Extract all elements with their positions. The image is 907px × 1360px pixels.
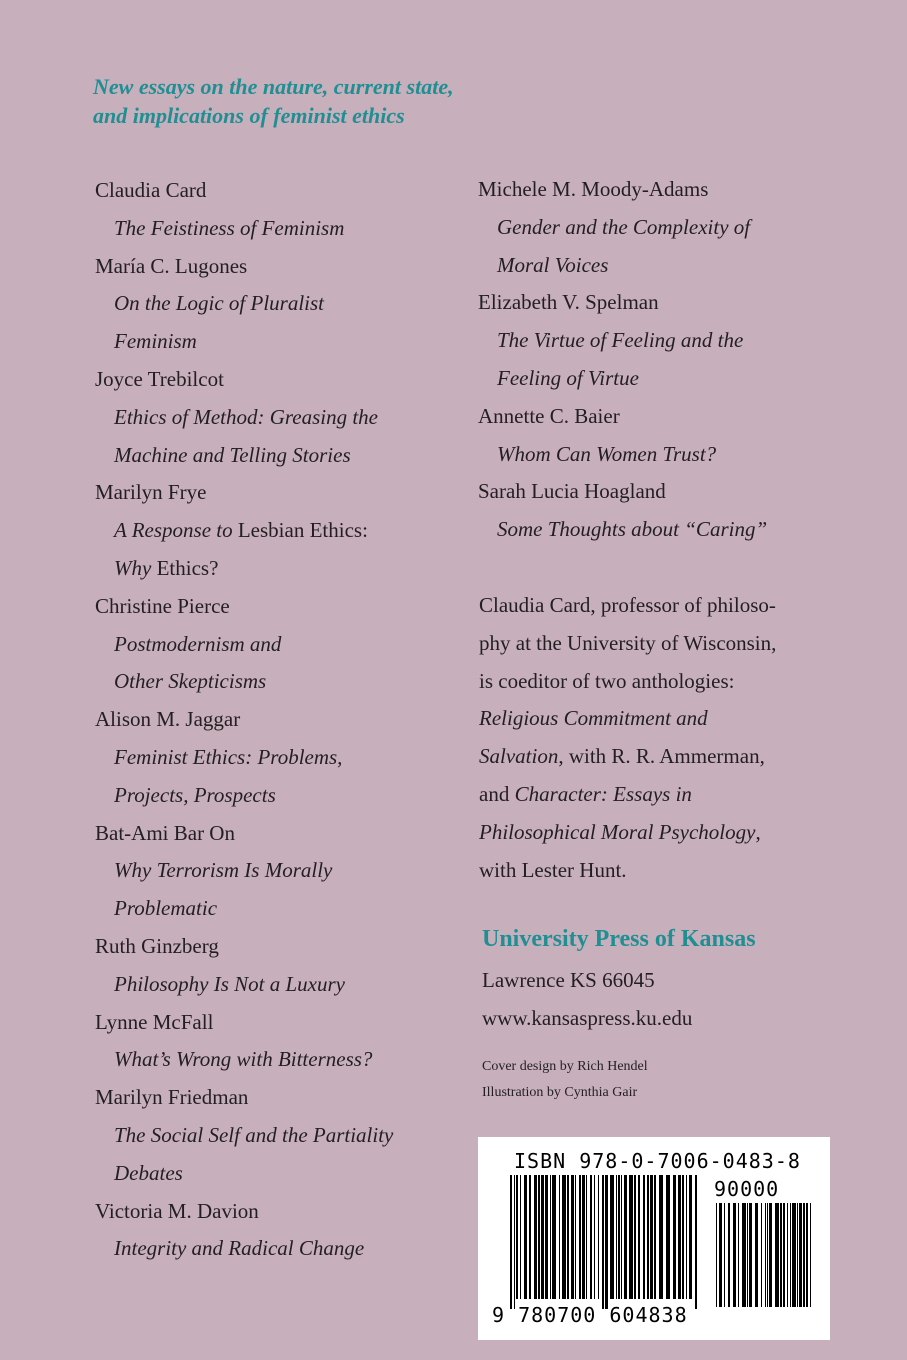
book-title: Salvation <box>479 744 559 769</box>
barcode-bar <box>666 1175 670 1299</box>
essay-author: Bat-Ami Bar On <box>95 820 235 845</box>
essay-title: Machine and Telling Stories <box>114 442 351 467</box>
essay-author: Claudia Card <box>95 178 207 202</box>
essay-author: Joyce Trebilcot <box>95 366 224 391</box>
bio-line: phy at the University of Wisconsin, <box>479 630 777 655</box>
essay-author: Marilyn Friedman <box>95 1085 249 1110</box>
book-title: Religious Commitment and <box>479 706 708 731</box>
barcode-bar <box>562 1175 566 1299</box>
publisher-name: University Press of Kansas <box>482 926 756 952</box>
essay-title: Feeling of Virtue <box>497 365 639 390</box>
contents-entry <box>95 1004 455 1080</box>
essay-title: Postmodernism and <box>114 631 282 656</box>
essay-author: Sarah Lucia Hoagland <box>478 479 666 504</box>
barcode-bar <box>719 1203 722 1307</box>
barcode-bar <box>552 1175 556 1299</box>
contents-entry <box>478 473 838 549</box>
editor-bio <box>479 587 839 889</box>
barcode-bar <box>610 1175 614 1299</box>
contents-left-column <box>95 172 455 1268</box>
essay-title: Projects, Prospects <box>114 782 276 807</box>
barcode-bar <box>524 1175 527 1299</box>
barcode-bar <box>594 1175 595 1299</box>
illustration-credit: Illustration by Cynthia Gair <box>482 1085 638 1100</box>
barcode-bar <box>516 1175 518 1299</box>
barcode-bar <box>545 1175 548 1299</box>
bio-line <box>479 814 839 852</box>
barcode-bar <box>650 1175 653 1299</box>
barcode-bar <box>624 1175 627 1299</box>
contents-entry <box>95 248 455 361</box>
essay-author: Marilyn Frye <box>95 480 207 505</box>
barcode-bar <box>792 1203 796 1307</box>
essay-title: Why Terrorism Is Morally <box>114 858 333 883</box>
ean-digits: 9 780700 604838 <box>492 1303 688 1327</box>
barcode-bar <box>529 1175 531 1299</box>
essay-title: Integrity and Radical Change <box>114 1236 365 1261</box>
barcode-bar <box>783 1203 785 1307</box>
contents-entry <box>95 815 455 928</box>
barcode-bar <box>733 1203 736 1307</box>
essay-author: Lynne McFall <box>95 1009 214 1034</box>
barcode-bar <box>590 1175 592 1299</box>
barcode-bar <box>643 1175 645 1299</box>
barcode-bar <box>621 1175 622 1299</box>
barcode-bar <box>765 1203 766 1307</box>
contents-entry <box>478 171 838 284</box>
essay-title: Moral Voices <box>497 252 609 277</box>
barcode-bar <box>747 1203 748 1307</box>
barcode-bar <box>582 1175 585 1299</box>
essay-title: Ethics of Method: Greasing the <box>114 404 379 429</box>
barcode-bar <box>616 1175 617 1299</box>
barcode-bar <box>541 1175 544 1299</box>
price-code: 90000 <box>714 1177 780 1201</box>
essay-title: On the Logic of Pluralist <box>114 291 324 316</box>
barcode-bar <box>598 1175 599 1299</box>
essay-title: Philosophy Is Not a Luxury <box>114 971 345 996</box>
barcode-bar <box>550 1175 551 1299</box>
barcode-bar <box>689 1175 692 1299</box>
contents-entry <box>95 172 455 248</box>
barcode-bar <box>806 1203 808 1307</box>
contents-entry <box>95 361 455 474</box>
bio-text: , with R. R. Ammerman, <box>558 744 765 769</box>
essay-author: Elizabeth V. Spelman <box>478 290 659 315</box>
barcode-bar <box>799 1203 802 1307</box>
essay-title: Some Thoughts about “Caring” <box>497 517 768 542</box>
essay-title: Problematic <box>114 896 218 921</box>
bio-line: with Lester Hunt. <box>479 857 627 882</box>
essay-title: The Social Self and the Partiality <box>114 1122 394 1147</box>
barcode-bar <box>618 1175 620 1299</box>
barcode-bar <box>775 1203 779 1307</box>
barcode-bar <box>659 1175 663 1299</box>
publisher-city: Lawrence KS 66045 <box>482 968 655 992</box>
essay-title: Gender and the Complexity of <box>497 214 751 239</box>
publisher-website: www.kansaspress.ku.edu <box>482 1005 693 1030</box>
barcode-bar <box>769 1203 772 1307</box>
essay-title: Whom Can Women Trust? <box>497 441 717 466</box>
publisher-address <box>482 962 692 1038</box>
essay-title: A Response to Lesbian Ethics: <box>114 518 368 543</box>
barcode-bar <box>638 1175 640 1299</box>
barcode-bar <box>749 1203 752 1307</box>
essay-title: What’s Wrong with Bitterness? <box>114 1047 373 1072</box>
essay-title: The Feistiness of Feminism <box>114 215 345 240</box>
barcode-bar <box>647 1175 649 1299</box>
essay-title: Other Skepticisms <box>114 669 267 694</box>
bio-line <box>479 738 839 776</box>
barcode-bar <box>755 1203 758 1307</box>
contents-entry <box>95 1193 455 1269</box>
barcode-bar <box>602 1175 604 1309</box>
essay-title: Feminism <box>114 329 197 354</box>
barcode-bar <box>567 1175 569 1299</box>
bio-line: Claudia Card, professor of philoso- <box>479 593 776 617</box>
barcode-panel <box>478 1137 830 1340</box>
contents-right-column <box>478 171 838 549</box>
barcode-bar <box>629 1175 633 1299</box>
essay-title: Debates <box>114 1160 183 1185</box>
barcode-bar <box>790 1203 791 1307</box>
bio-text: and <box>479 781 515 806</box>
barcode-bar <box>678 1175 681 1299</box>
barcode-bar <box>538 1175 540 1299</box>
barcode-bar <box>534 1175 537 1299</box>
barcode-bar <box>514 1175 515 1309</box>
barcode-bar <box>742 1203 746 1307</box>
contents-entry <box>95 474 455 587</box>
contents-entry <box>95 588 455 701</box>
barcode-bar <box>780 1203 782 1307</box>
tagline-line-1: New essays on the nature, current state, <box>93 74 454 99</box>
contents-entry <box>95 928 455 1004</box>
tagline-line-2: and implications of feminist ethics <box>93 103 405 128</box>
contents-entry <box>478 398 838 474</box>
barcode-bar <box>510 1175 512 1309</box>
cover-design-credit: Cover design by Rich Hendel <box>482 1059 648 1074</box>
contents-entry <box>95 1079 455 1192</box>
essay-title: Feminist Ethics: Problems, <box>114 744 343 769</box>
bio-line <box>479 700 839 738</box>
essay-author: Annette C. Baier <box>478 403 620 428</box>
barcode-bar <box>682 1175 684 1299</box>
barcode-bar <box>575 1175 576 1299</box>
barcode-bar <box>586 1175 587 1299</box>
bio-line <box>479 776 839 814</box>
barcode-bar <box>761 1203 762 1307</box>
contents-entry <box>478 284 838 397</box>
essay-author: Christine Pierce <box>95 593 230 618</box>
barcode-bar <box>605 1175 608 1309</box>
bio-text: , <box>755 819 761 844</box>
barcode-bar <box>767 1203 768 1307</box>
barcode-bar <box>724 1203 725 1307</box>
barcode-bar <box>634 1175 636 1299</box>
barcode-bar <box>654 1175 656 1299</box>
barcode-bar <box>571 1175 574 1299</box>
essay-author: Ruth Ginzberg <box>95 933 219 958</box>
isbn-label: ISBN 978-0-7006-0483-8 <box>514 1149 801 1173</box>
barcode-bar <box>716 1203 717 1307</box>
essay-author: María C. Lugones <box>95 253 248 278</box>
barcode-bar <box>738 1203 739 1307</box>
book-title: Character: Essays in <box>514 781 692 806</box>
barcode-bar <box>797 1203 798 1307</box>
barcode-bar <box>787 1203 788 1307</box>
barcode-bar <box>803 1203 805 1307</box>
barcode-bar <box>559 1175 560 1299</box>
barcode-bar <box>686 1175 687 1299</box>
credits <box>482 1054 648 1106</box>
essay-title: Why Ethics? <box>114 555 219 580</box>
essay-author: Michele M. Moody-Adams <box>478 177 709 201</box>
book-title: Philosophical Moral Psychology <box>479 819 756 844</box>
contents-entry <box>95 701 455 814</box>
barcode-bar <box>695 1175 697 1309</box>
bio-line: is coeditor of two anthologies: <box>479 668 735 693</box>
barcode-bar <box>728 1203 730 1307</box>
tagline <box>93 72 573 130</box>
barcode-bar <box>579 1175 581 1299</box>
barcode-bar <box>673 1175 676 1299</box>
barcode-bar <box>520 1175 521 1299</box>
essay-author: Victoria M. Davion <box>95 1198 259 1223</box>
barcode-bar <box>810 1203 811 1307</box>
essay-author: Alison M. Jaggar <box>95 707 241 732</box>
essay-title: The Virtue of Feeling and the <box>497 328 744 353</box>
